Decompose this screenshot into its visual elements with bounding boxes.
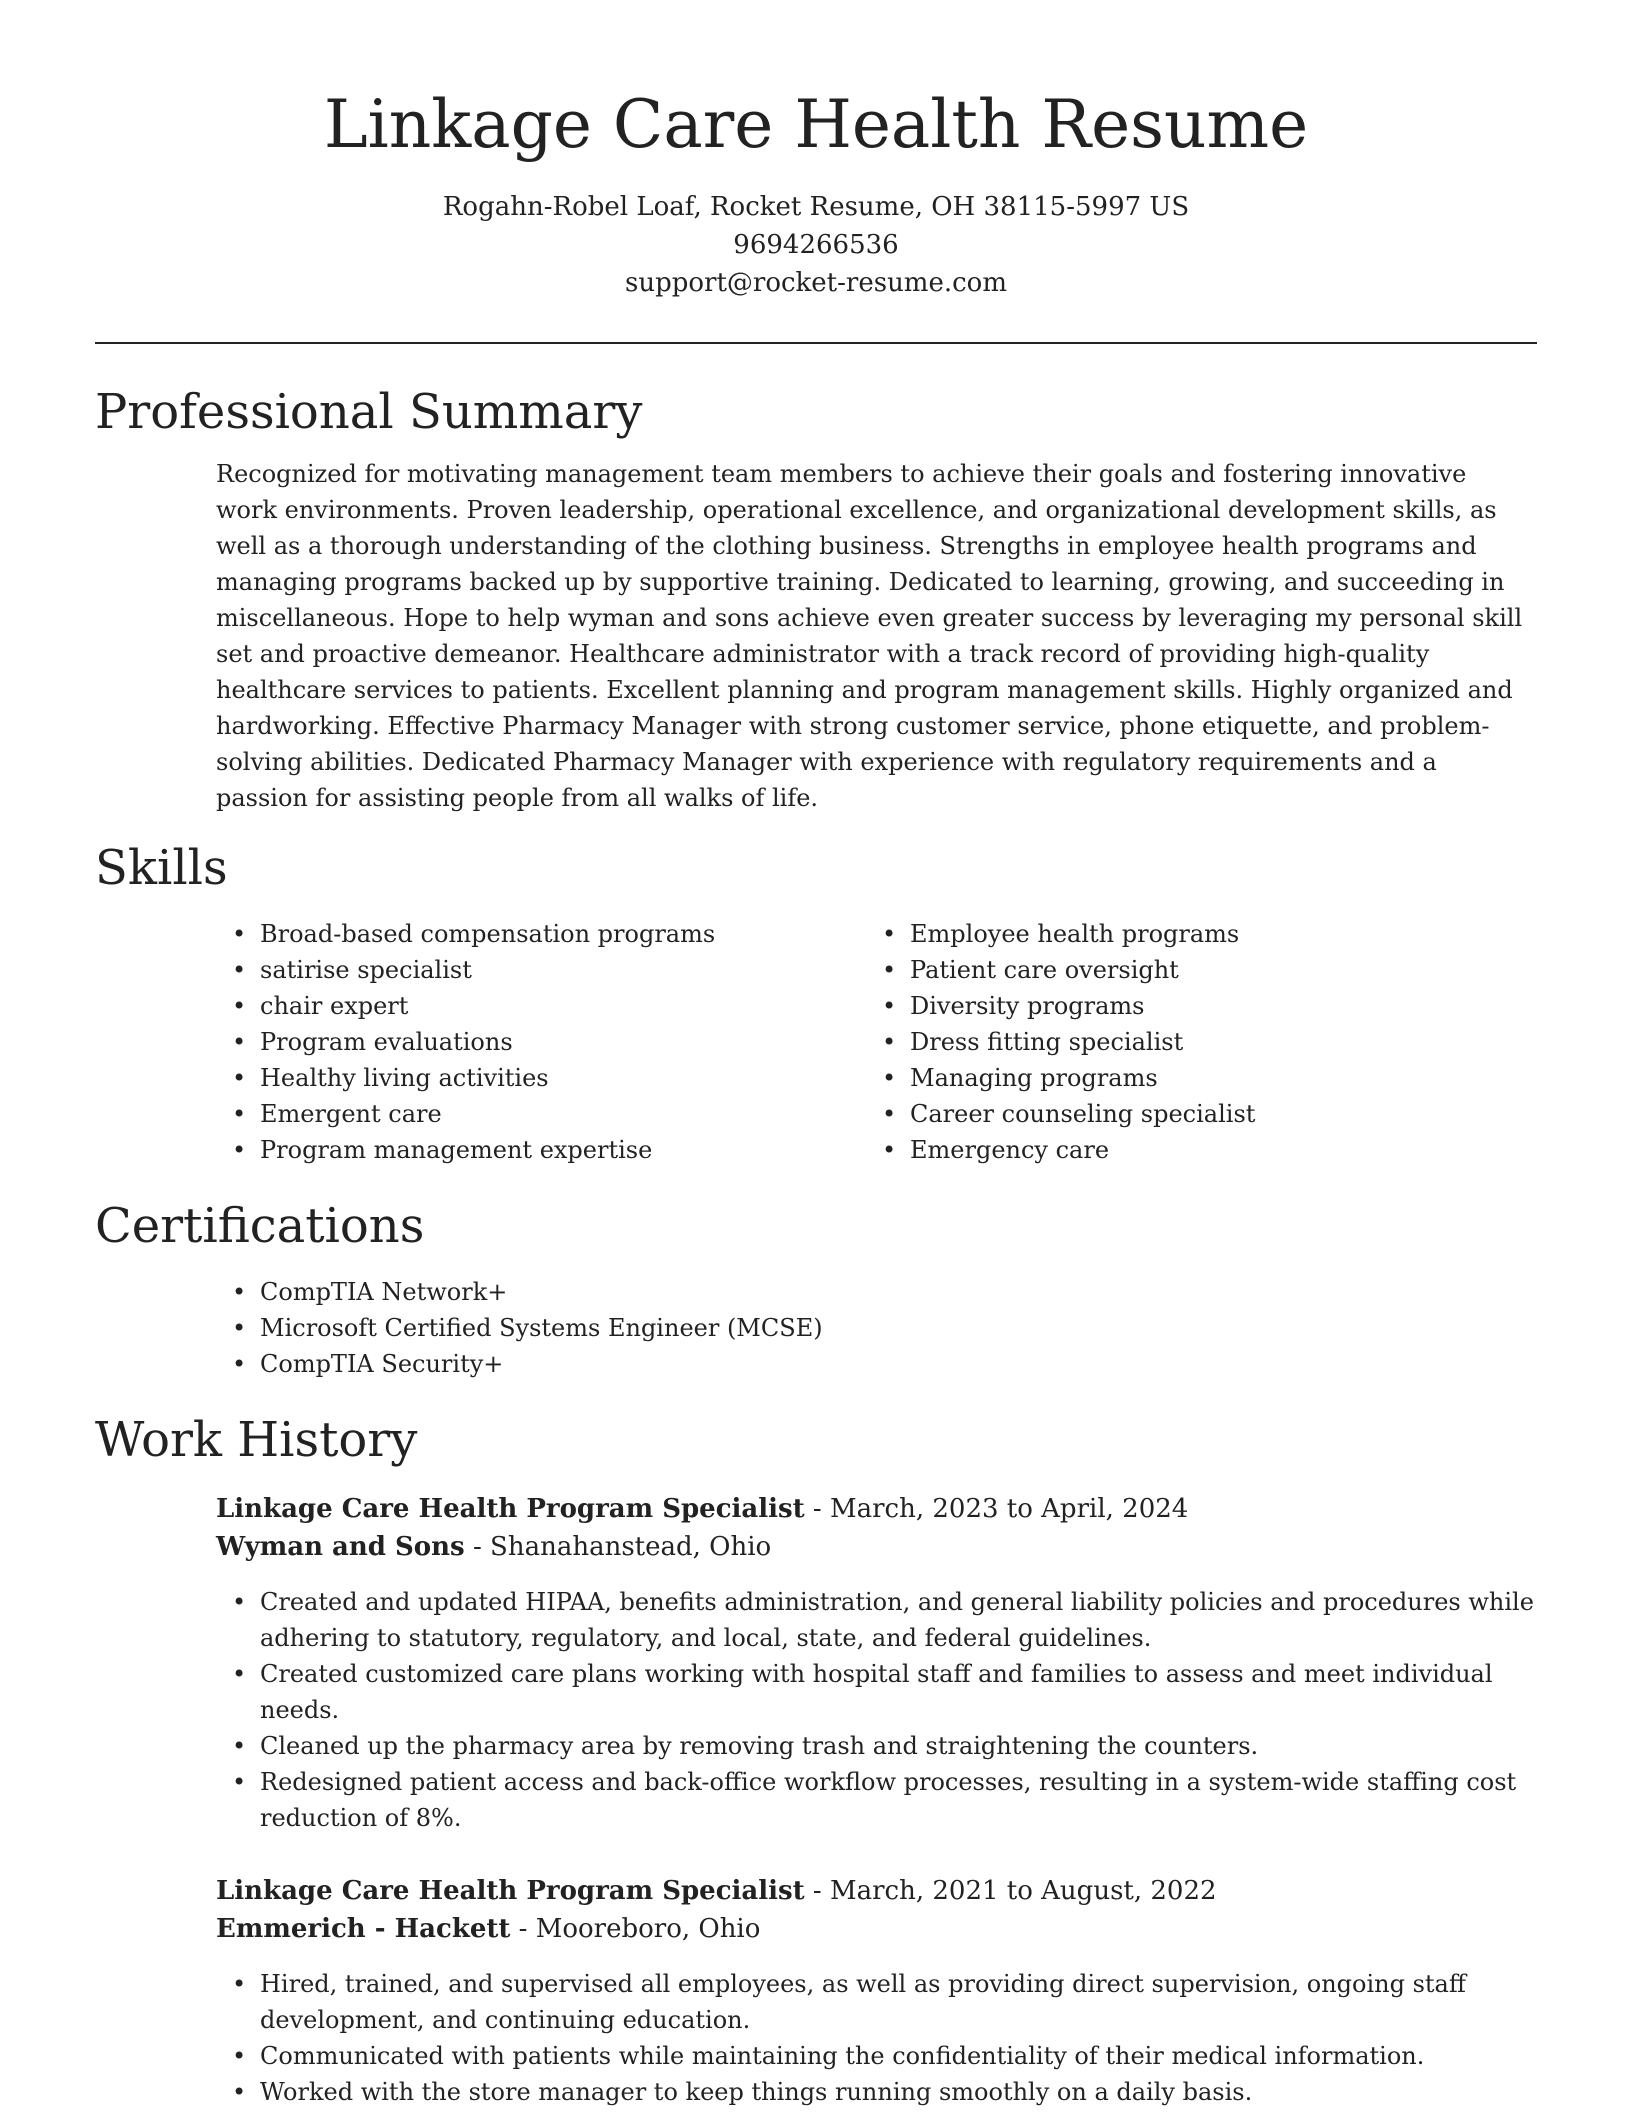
contact-email: support@rocket-resume.com bbox=[624, 268, 1007, 298]
job-title-line bbox=[216, 1872, 1536, 1910]
bullet-icon: • bbox=[882, 1136, 897, 1164]
skill-item bbox=[232, 952, 910, 988]
skill-label: Healthy living activities bbox=[260, 1064, 549, 1092]
bullet-icon: • bbox=[232, 1732, 247, 1760]
bullet-icon: • bbox=[882, 1100, 897, 1128]
header-divider bbox=[95, 342, 1537, 344]
skill-item bbox=[232, 988, 910, 1024]
bullet-icon: • bbox=[882, 956, 897, 984]
skill-item bbox=[232, 916, 910, 952]
job-entry bbox=[216, 1872, 1536, 2110]
skill-item bbox=[882, 1024, 1510, 1060]
skill-item bbox=[232, 1096, 910, 1132]
bullet-icon: • bbox=[232, 1768, 247, 1796]
bullet-icon: • bbox=[232, 1660, 247, 1688]
bullet-icon: • bbox=[882, 1064, 897, 1092]
job-duty bbox=[232, 2074, 1550, 2110]
skills-list-left bbox=[232, 916, 910, 1168]
job-duty bbox=[232, 1764, 1550, 1836]
job-dates: - March, 2021 to August, 2022 bbox=[804, 1876, 1217, 1906]
skill-label: Program evaluations bbox=[260, 1028, 513, 1056]
skill-label: Broad-based compensation programs bbox=[260, 920, 716, 948]
summary-heading: Professional Summary bbox=[95, 384, 643, 440]
bullet-icon: • bbox=[232, 2042, 247, 2070]
work-history-section bbox=[95, 1408, 1537, 2110]
job-location: - Mooreboro, Ohio bbox=[510, 1914, 761, 1944]
job-duty-text: Worked with the store manager to keep things running smoothly on a daily basis. bbox=[260, 2078, 1253, 2106]
bullet-icon: • bbox=[232, 2078, 247, 2106]
contact-phone: 9694266536 bbox=[733, 230, 899, 260]
bullet-icon: • bbox=[232, 1136, 247, 1164]
skill-label: Employee health programs bbox=[910, 920, 1240, 948]
job-title: Linkage Care Health Program Specialist bbox=[216, 1494, 805, 1524]
skill-item bbox=[232, 1132, 910, 1168]
job-company-line bbox=[216, 1910, 1536, 1948]
skill-label: Emergency care bbox=[910, 1136, 1110, 1164]
resume-header bbox=[0, 82, 1632, 302]
bullet-icon: • bbox=[882, 920, 897, 948]
job-location: - Shanahanstead, Ohio bbox=[464, 1532, 772, 1562]
certifications-section bbox=[95, 1194, 1537, 1382]
certification-label: CompTIA Security+ bbox=[260, 1350, 504, 1378]
certification-item bbox=[232, 1310, 1537, 1346]
bullet-icon: • bbox=[232, 1278, 247, 1306]
job-company: Wyman and Sons bbox=[216, 1532, 465, 1562]
job-duty-text: Communicated with patients while maintaining the confidentiality of their medical information. bbox=[260, 2042, 1425, 2070]
bullet-icon: • bbox=[232, 920, 247, 948]
bullet-icon: • bbox=[232, 1350, 247, 1378]
bullet-icon: • bbox=[232, 1314, 247, 1342]
skills-list-right bbox=[882, 916, 1510, 1168]
contact-block bbox=[0, 188, 1632, 302]
skill-label: Program management expertise bbox=[260, 1136, 653, 1164]
job-title: Linkage Care Health Program Specialist bbox=[216, 1876, 805, 1906]
job-duty-text: Hired, trained, and supervised all employees, as well as providing direct supervision, ongoing staff development, and continuing education. bbox=[260, 1970, 1466, 2034]
skills-heading: Skills bbox=[95, 840, 228, 896]
skill-item bbox=[882, 1096, 1510, 1132]
contact-address: Rogahn-Robel Loaf, Rocket Resume, OH 38115-5997 US bbox=[442, 192, 1190, 222]
skill-label: Career counseling specialist bbox=[910, 1100, 1256, 1128]
bullet-icon: • bbox=[232, 1028, 247, 1056]
certification-item bbox=[232, 1346, 1537, 1382]
skill-item bbox=[232, 1024, 910, 1060]
bullet-icon: • bbox=[232, 1100, 247, 1128]
bullet-icon: • bbox=[882, 1028, 897, 1056]
job-company: Emmerich - Hackett bbox=[216, 1914, 511, 1944]
skill-item bbox=[882, 916, 1510, 952]
skill-label: Managing programs bbox=[910, 1064, 1158, 1092]
bullet-icon: • bbox=[232, 1064, 247, 1092]
summary-text: Recognized for motivating management team members to achieve their goals and fostering innovative work environments. Proven leadership, operational excellence, and organizational development skills, as well as a thorough understanding of the clothing business. Strengths in employee health programs and managing programs backed up by supportive training. Dedicated to learning, growing, and succeeding in miscellaneous. Hope to help wyman and sons achieve even greater success by leveraging my personal skill set and proactive demeanor. Healthcare administrator with a track record of providing high-quality healthcare services to patients. Excellent planning and program management skills. Highly organized and hardworking. Effective Pharmacy Manager with strong customer service, phone etiquette, and problem-solving abilities. Dedicated Pharmacy Manager with experience with regulatory requirements and a passion for assisting people from all walks of life. bbox=[216, 460, 1523, 812]
job-duty-text: Cleaned up the pharmacy area by removing trash and straightening the counters. bbox=[260, 1732, 1259, 1760]
job-duty-text: Created and updated HIPAA, benefits administration, and general liability policies and procedures while adhering to statutory, regulatory, and local, state, and federal guidelines. bbox=[260, 1588, 1534, 1652]
skill-item bbox=[882, 952, 1510, 988]
skill-item bbox=[882, 988, 1510, 1024]
skills-columns bbox=[95, 916, 1537, 1168]
skill-label: chair expert bbox=[260, 992, 409, 1020]
skill-item bbox=[882, 1060, 1510, 1096]
job-duty bbox=[232, 1656, 1550, 1728]
job-duty bbox=[232, 1966, 1550, 2038]
bullet-icon: • bbox=[232, 1588, 247, 1616]
job-duty bbox=[232, 2038, 1550, 2074]
skill-item bbox=[232, 1060, 910, 1096]
job-duty bbox=[232, 1728, 1550, 1764]
certification-item bbox=[232, 1274, 1537, 1310]
resume-title: Linkage Care Health Resume bbox=[323, 86, 1309, 163]
job-duty-text: Created customized care plans working with hospital staff and families to assess and meet individual needs. bbox=[260, 1660, 1493, 1724]
bullet-icon: • bbox=[882, 992, 897, 1020]
job-duty bbox=[232, 1584, 1550, 1656]
job-dates: - March, 2023 to April, 2024 bbox=[804, 1494, 1189, 1524]
skill-label: Diversity programs bbox=[910, 992, 1145, 1020]
job-entry bbox=[216, 1490, 1536, 1836]
skill-label: Emergent care bbox=[260, 1100, 442, 1128]
job-duties-list bbox=[232, 1966, 1550, 2110]
job-company-line bbox=[216, 1528, 1536, 1566]
skill-label: Dress fitting specialist bbox=[910, 1028, 1184, 1056]
certifications-heading: Certifications bbox=[95, 1198, 425, 1254]
bullet-icon: • bbox=[232, 1970, 247, 1998]
skills-section bbox=[95, 836, 1537, 1168]
summary-section bbox=[95, 380, 1537, 816]
certification-label: Microsoft Certified Systems Engineer (MCSE) bbox=[260, 1314, 823, 1342]
bullet-icon: • bbox=[232, 956, 247, 984]
work-history-heading: Work History bbox=[95, 1412, 418, 1468]
job-duties-list bbox=[232, 1584, 1550, 1836]
job-duty-text: Redesigned patient access and back-office workflow processes, resulting in a system-wide staffing cost reduction of 8%. bbox=[260, 1768, 1517, 1832]
skill-label: satirise specialist bbox=[260, 956, 472, 984]
job-title-line bbox=[216, 1490, 1536, 1528]
resume-body bbox=[95, 380, 1537, 2110]
skill-label: Patient care oversight bbox=[910, 956, 1179, 984]
certifications-list bbox=[232, 1274, 1537, 1382]
certification-label: CompTIA Network+ bbox=[260, 1278, 508, 1306]
bullet-icon: • bbox=[232, 992, 247, 1020]
skill-item bbox=[882, 1132, 1510, 1168]
